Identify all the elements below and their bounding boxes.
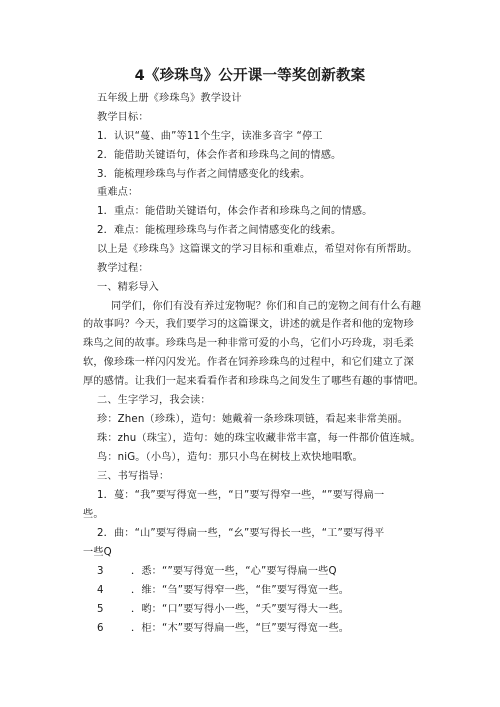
text-line: 2．能借助关键语句，体会作者和珍珠鸟之间的情感。 — [97, 150, 342, 161]
paragraph-line: 厚的感情。让我们一起来看看作者和珍珠鸟之间发生了哪些有趣的事情吧。 — [83, 376, 425, 387]
text-line: 2．难点：能梳理珍珠鸟与作者之间情感变化的线索。 — [97, 225, 342, 236]
text-line: 珠：zhu（珠宝），造句：她的珠宝收藏非常丰富，每一件都价值连城。 — [97, 433, 421, 444]
item-number: 3 — [97, 566, 104, 577]
text-line: 2．曲：“山”要写得扁一些，“幺”要写得长一些，“工”要写得平 — [97, 528, 385, 539]
paragraph-line: 珠鸟之间的故事。珍珠鸟是一种非常可爱的小鸟，它们小巧玲珑，羽毛柔 — [83, 338, 414, 349]
item-text: ．维：“刍”要写得窄一些，“隹”要写得宽一些。 — [131, 585, 350, 596]
numbered-line — [97, 584, 349, 598]
numbered-line — [97, 622, 349, 636]
document-title: 4《珍珠鸟》公开课一等奖创新教案 — [134, 68, 366, 84]
text-line: 3．能梳理珍珠鸟与作者之间情感变化的线索。 — [97, 169, 311, 180]
text-line: 一些Q — [83, 547, 112, 558]
text-line: 以上是《珍珠鸟》这篇课文的学习目标和重难点，希望对你有所帮助。 — [97, 244, 418, 255]
numbered-line — [97, 565, 337, 579]
item-number: 5 — [97, 604, 104, 615]
text-line: 教学目标： — [97, 112, 149, 123]
item-text: ．哟：“口”要写得小一些，“夭”要写得大一些。 — [131, 604, 350, 615]
section-heading: 三、书写指导： — [97, 471, 170, 482]
text-line: 些。 — [83, 509, 104, 520]
text-line: 1．认识“蔓、曲”等11个生字，读准多音字 “停工 — [97, 131, 323, 142]
section-heading: 一、精彩导入 — [97, 282, 160, 293]
section-heading: 二、生字学习，我会读： — [97, 395, 211, 406]
text-line: 五年级上册《珍珠鸟》教学设计 — [97, 93, 242, 104]
text-line: 教学过程： — [97, 263, 149, 274]
paragraph-line: 的故事吗？今天，我们要学习的这篇课文，讲述的就是作者和他的宠物珍 — [83, 319, 414, 330]
text-line: 重难点： — [97, 187, 139, 198]
item-text: ．悉：“”要写得宽一些，“心”要写得扁一些Q — [131, 566, 337, 577]
text-line: 1．重点：能借助关键语句，体会作者和珍珠鸟之间的情感。 — [97, 206, 373, 217]
paragraph-line: 同学们，你们有没有养过宠物呢？你们和自己的宠物之间有什么有趣 — [111, 301, 422, 312]
text-line: 鸟：niG。（小鸟），造句：那只小鸟在树枝上欢快地唱歌。 — [97, 452, 363, 463]
numbered-line — [97, 603, 349, 617]
paragraph-line: 软，像珍珠一样闪闪发光。作者在饲养珍珠鸟的过程中，和它们建立了深 — [83, 357, 414, 368]
item-number: 6 — [97, 623, 104, 634]
item-number: 4 — [97, 585, 104, 596]
text-line: 珍：Zhen（珍珠），造句：她戴着一条珍珠项链，看起来非常美丽。 — [97, 414, 409, 425]
text-line: 1．蔓：“我”要写得宽一些，“日”要写得窄一些，“”要写得扁一 — [97, 490, 385, 501]
item-text: ．柜：“木”要写得扁一些，“巨”要写得宽一些。 — [131, 623, 350, 634]
